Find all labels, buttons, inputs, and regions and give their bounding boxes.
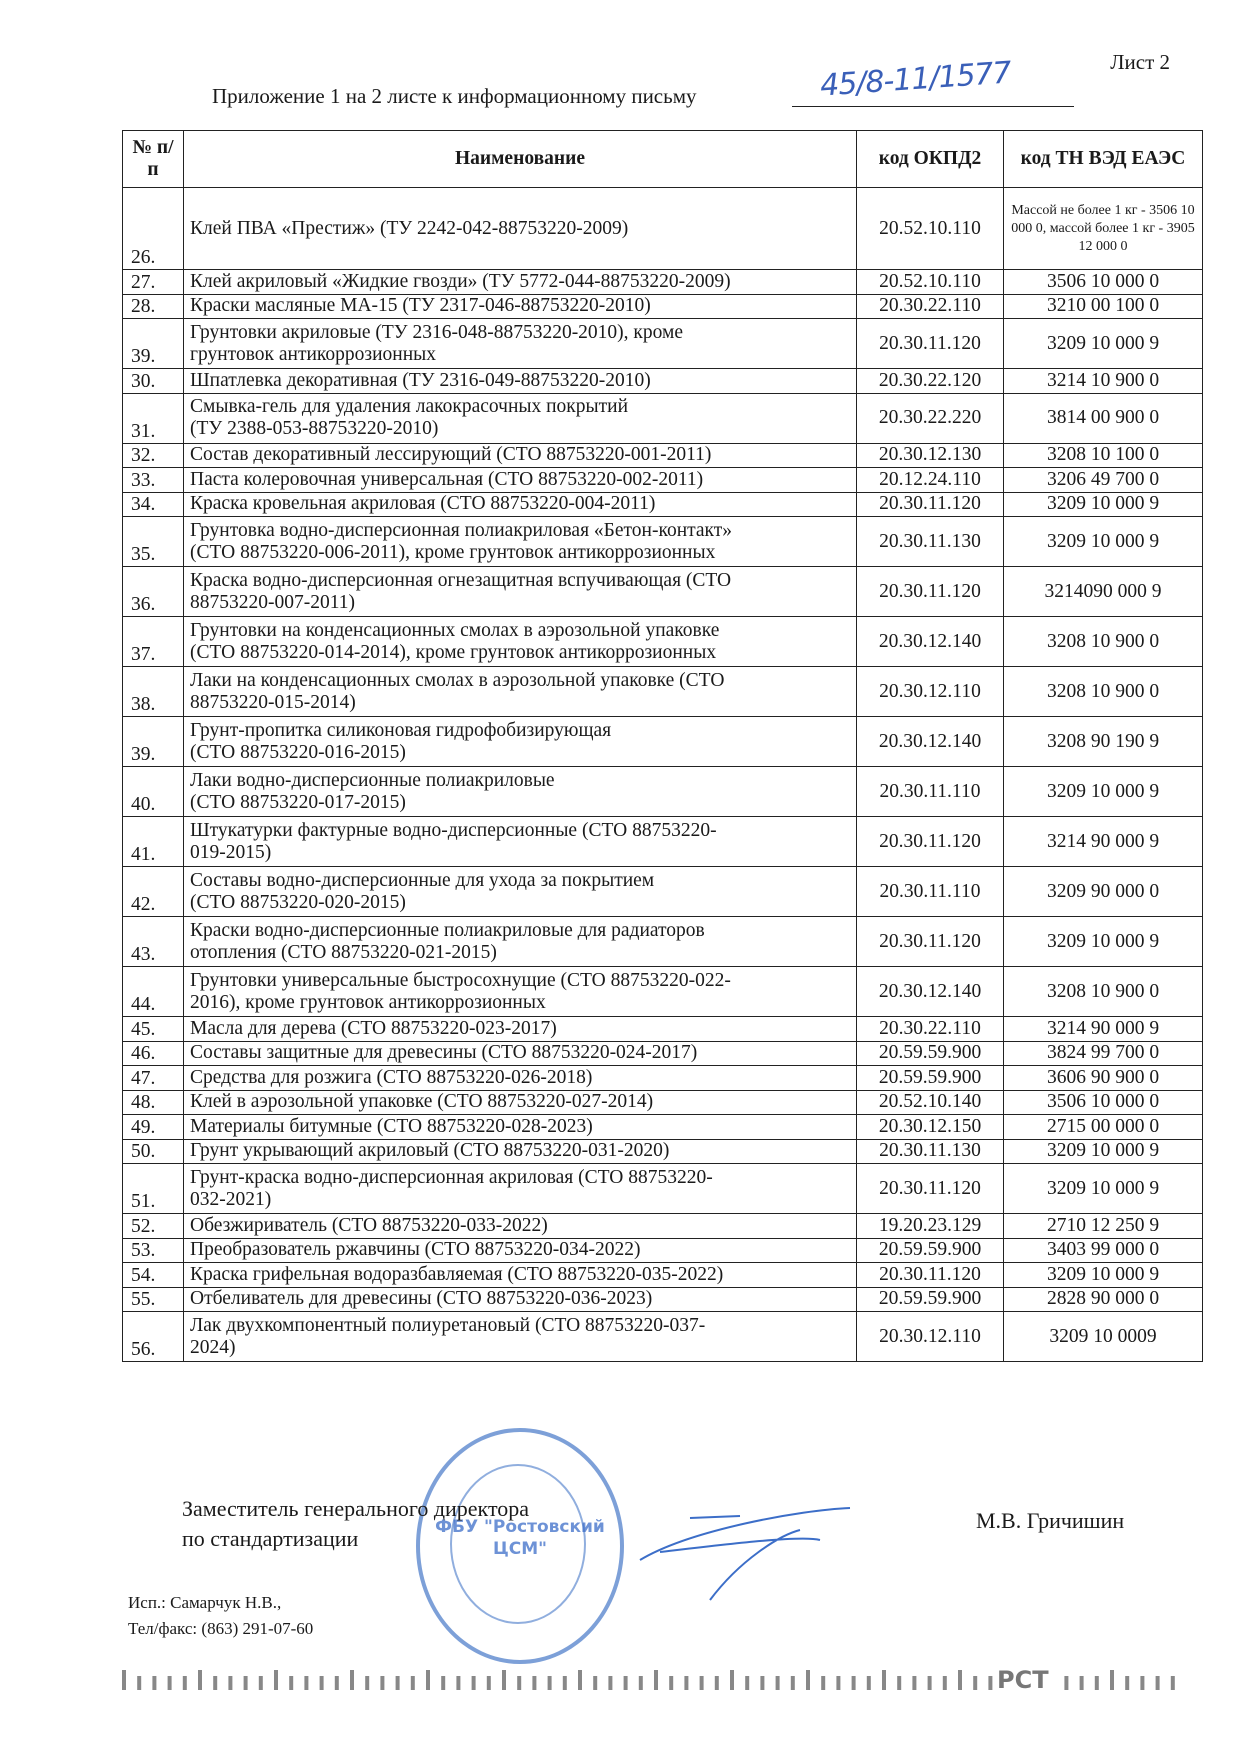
product-name: Грунтовка водно-дисперсионная полиакриловая «Бетон-контакт» (СТО 88753220-006-2011), кроме грунтовок антикоррозионных: [184, 517, 857, 567]
handwritten-signature: [600, 1490, 860, 1610]
footer-tick: [943, 1676, 947, 1690]
table-row: [123, 294, 1203, 319]
row-number: 27.: [123, 270, 184, 295]
footer-tick: [1064, 1676, 1068, 1690]
table-row: [123, 188, 1203, 270]
footer-tick: [654, 1670, 658, 1690]
footer-tick: [821, 1676, 825, 1690]
table-row: [123, 393, 1203, 443]
okpd2-code: 20.30.12.150: [857, 1115, 1004, 1140]
tnved-code: 3214 10 900 0: [1004, 369, 1203, 394]
table-row: [123, 1238, 1203, 1263]
executor-name: Исп.: Самарчук Н.В.,: [128, 1593, 282, 1612]
tnved-code: 3209 10 000 9: [1004, 1139, 1203, 1164]
row-number: 54.: [123, 1263, 184, 1288]
footer-tick: [730, 1670, 734, 1690]
product-name: Паста колеровочная универсальная (СТО 88753220-002-2011): [184, 468, 857, 493]
footer-tick: [168, 1676, 172, 1690]
footer-tick: [867, 1676, 871, 1690]
footer-tick: [578, 1670, 582, 1690]
tnved-code: 3506 10 000 0: [1004, 1090, 1203, 1115]
row-number: 46.: [123, 1041, 184, 1066]
tnved-code: 3814 00 900 0: [1004, 393, 1203, 443]
product-name: Смывка-гель для удаления лакокрасочных покрытий (ТУ 2388-053-88753220-2010): [184, 393, 857, 443]
row-number: 26.: [123, 188, 184, 270]
footer-tick: [624, 1676, 628, 1690]
table-row: [123, 492, 1203, 517]
row-number: 43.: [123, 917, 184, 967]
product-name: Грунтовки универсальные быстросохнущие (СТО 88753220-022- 2016), кроме грунтовок антикоррозионных: [184, 967, 857, 1017]
okpd2-code: 20.59.59.900: [857, 1287, 1004, 1312]
table-header-row: [123, 131, 1203, 188]
row-number: 31.: [123, 393, 184, 443]
tnved-code: Массой не более 1 кг - 3506 10 000 0, массой более 1 кг - 3905 12 000 0: [1004, 188, 1203, 270]
product-name: Шпатлевка декоративная (ТУ 2316-049-88753220-2010): [184, 369, 857, 394]
position-line-1: Заместитель генерального директора: [182, 1496, 530, 1521]
footer-tick: [608, 1676, 612, 1690]
table-row: [123, 917, 1203, 967]
row-number: 49.: [123, 1115, 184, 1140]
tnved-code: 3208 10 900 0: [1004, 667, 1203, 717]
footer-tick: [1171, 1676, 1175, 1690]
footer-tick: [122, 1670, 126, 1690]
product-name: Средства для розжига (СТО 88753220-026-2018): [184, 1066, 857, 1091]
table-row: [123, 517, 1203, 567]
okpd2-code: 20.30.12.140: [857, 967, 1004, 1017]
product-name: Грунт-краска водно-дисперсионная акриловая (СТО 88753220- 032-2021): [184, 1164, 857, 1214]
okpd2-code: 20.30.11.120: [857, 917, 1004, 967]
tnved-code: 2715 00 000 0: [1004, 1115, 1203, 1140]
okpd2-code: 20.30.11.120: [857, 817, 1004, 867]
tnved-code: 3209 90 000 0: [1004, 867, 1203, 917]
row-number: 39.: [123, 319, 184, 369]
footer-tick: [958, 1670, 962, 1690]
product-name: Клей ПВА «Престиж» (ТУ 2242-042-88753220-2009): [184, 188, 857, 270]
row-number: 48.: [123, 1090, 184, 1115]
okpd2-code: 20.30.22.110: [857, 1017, 1004, 1042]
okpd2-code: 20.52.10.110: [857, 188, 1004, 270]
okpd2-code: 20.30.12.110: [857, 1312, 1004, 1362]
tnved-code: 3824 99 700 0: [1004, 1041, 1203, 1066]
tnved-code: 3209 10 000 9: [1004, 767, 1203, 817]
table-row: [123, 369, 1203, 394]
okpd2-code: 20.30.11.120: [857, 1164, 1004, 1214]
row-number: 44.: [123, 967, 184, 1017]
product-name: Материалы битумные (СТО 88753220-028-2023): [184, 1115, 857, 1140]
product-name: Штукатурки фактурные водно-дисперсионные (СТО 88753220- 019-2015): [184, 817, 857, 867]
letter-number-line: [792, 106, 1074, 107]
product-name: Краски масляные МА-15 (ТУ 2317-046-88753220-2010): [184, 294, 857, 319]
table-row: [123, 967, 1203, 1017]
sheet-number: Лист 2: [1110, 50, 1170, 74]
row-number: 50.: [123, 1139, 184, 1164]
executor-phone: Тел/факс: (863) 291-07-60: [128, 1619, 314, 1638]
product-name: Лак двухкомпонентный полиуретановый (СТО 88753220-037- 2024): [184, 1312, 857, 1362]
footer-tick: [684, 1676, 688, 1690]
footer-tick: [487, 1676, 491, 1690]
footer-tick: [1110, 1670, 1114, 1690]
footer-tick: [137, 1676, 141, 1690]
tnved-code: 3403 99 000 0: [1004, 1238, 1203, 1263]
tnved-code: 3206 49 700 0: [1004, 468, 1203, 493]
tnved-code: 3208 90 190 9: [1004, 717, 1203, 767]
row-number: 33.: [123, 468, 184, 493]
footer-tick: [639, 1676, 643, 1690]
row-number: 56.: [123, 1312, 184, 1362]
footer-tick: [563, 1676, 567, 1690]
table-row: [123, 1312, 1203, 1362]
table-row: [123, 617, 1203, 667]
product-name: Масла для дерева (СТО 88753220-023-2017): [184, 1017, 857, 1042]
footer-tick: [183, 1676, 187, 1690]
tnved-code: 2828 90 000 0: [1004, 1287, 1203, 1312]
row-number: 40.: [123, 767, 184, 817]
okpd2-code: 20.30.11.120: [857, 492, 1004, 517]
table-row: [123, 717, 1203, 767]
footer-tick: [852, 1676, 856, 1690]
product-name: Составы защитные для древесины (СТО 88753220-024-2017): [184, 1041, 857, 1066]
okpd2-code: 20.30.11.130: [857, 517, 1004, 567]
footer-tick: [548, 1676, 552, 1690]
footer-tick: [1156, 1676, 1160, 1690]
footer-tick: [882, 1670, 886, 1690]
row-number: 35.: [123, 517, 184, 567]
tnved-code: 2710 12 250 9: [1004, 1214, 1203, 1239]
row-number: 41.: [123, 817, 184, 867]
okpd2-code: 20.30.12.140: [857, 717, 1004, 767]
okpd2-code: 20.30.11.120: [857, 1263, 1004, 1288]
executor-info: [128, 1590, 313, 1642]
tnved-code: 3214 90 000 9: [1004, 817, 1203, 867]
okpd2-code: 20.30.11.110: [857, 867, 1004, 917]
row-number: 39.: [123, 717, 184, 767]
table-row: [123, 1041, 1203, 1066]
okpd2-code: 20.30.22.120: [857, 369, 1004, 394]
footer-tick: [715, 1676, 719, 1690]
tnved-code: 3210 00 100 0: [1004, 294, 1203, 319]
okpd2-code: 20.30.11.130: [857, 1139, 1004, 1164]
tnved-code: 3209 10 000 9: [1004, 1164, 1203, 1214]
okpd2-code: 20.30.12.110: [857, 667, 1004, 717]
product-name: Лаки водно-дисперсионные полиакриловые (СТО 88753220-017-2015): [184, 767, 857, 817]
product-name: Краска грифельная водоразбавляемая (СТО 88753220-035-2022): [184, 1263, 857, 1288]
row-number: 47.: [123, 1066, 184, 1091]
tnved-code: 3214090 000 9: [1004, 567, 1203, 617]
okpd2-code: 20.12.24.110: [857, 468, 1004, 493]
row-number: 30.: [123, 369, 184, 394]
okpd2-code: 20.30.22.220: [857, 393, 1004, 443]
footer-tick: [380, 1676, 384, 1690]
footer-tick: [532, 1676, 536, 1690]
footer-tick: [593, 1676, 597, 1690]
footer-tick: [304, 1676, 308, 1690]
table-row: [123, 1139, 1203, 1164]
table-row: [123, 1214, 1203, 1239]
table-row: [123, 270, 1203, 295]
footer-tick: [897, 1676, 901, 1690]
footer-tick: [289, 1676, 293, 1690]
row-number: 36.: [123, 567, 184, 617]
footer-tick: [988, 1676, 992, 1690]
footer-tick: [411, 1676, 415, 1690]
okpd2-code: 20.52.10.140: [857, 1090, 1004, 1115]
products-table: [122, 130, 1203, 1362]
okpd2-code: 20.30.11.120: [857, 319, 1004, 369]
footer-tick: [456, 1676, 460, 1690]
tnved-code: 3209 10 000 9: [1004, 517, 1203, 567]
footer-tick: [198, 1670, 202, 1690]
col-okpd2: код ОКПД2: [857, 131, 1004, 188]
footer-tick: [806, 1670, 810, 1690]
col-name: Наименование: [184, 131, 857, 188]
okpd2-code: 20.30.12.130: [857, 443, 1004, 468]
product-name: Отбеливатель для древесины (СТО 88753220-036-2023): [184, 1287, 857, 1312]
footer-tick: [760, 1676, 764, 1690]
footer-tick: [213, 1676, 217, 1690]
okpd2-code: 20.30.11.120: [857, 567, 1004, 617]
footer-tick: [228, 1676, 232, 1690]
footer-tick: [973, 1676, 977, 1690]
signatory-position: [182, 1494, 529, 1554]
table-row: [123, 1090, 1203, 1115]
footer-tick: [441, 1676, 445, 1690]
footer-tick: [1095, 1676, 1099, 1690]
okpd2-code: 20.59.59.900: [857, 1238, 1004, 1263]
tnved-code: 3606 90 900 0: [1004, 1066, 1203, 1091]
stamp-text: ФБУ "Ростовский ЦСМ": [435, 1517, 605, 1559]
product-name: Краска водно-дисперсионная огнезащитная вспучивающая (СТО 88753220-007-2011): [184, 567, 857, 617]
footer-tick: [259, 1676, 263, 1690]
product-name: Грунт укрывающий акриловый (СТО 88753220-031-2020): [184, 1139, 857, 1164]
table-row: [123, 1066, 1203, 1091]
footer-tick: [1140, 1676, 1144, 1690]
table-row: [123, 1263, 1203, 1288]
letter-number-handwritten: 45/8-11/1577: [819, 55, 1012, 104]
table-row: [123, 443, 1203, 468]
table-row: [123, 667, 1203, 717]
tnved-code: 3209 10 000 9: [1004, 917, 1203, 967]
tnved-code: 3208 10 900 0: [1004, 617, 1203, 667]
row-number: 42.: [123, 867, 184, 917]
product-name: Лаки на конденсационных смолах в аэрозольной упаковке (СТО 88753220-015-2014): [184, 667, 857, 717]
okpd2-code: 20.30.11.110: [857, 767, 1004, 817]
table-row: [123, 319, 1203, 369]
footer-decorative-bar: [122, 1668, 1182, 1692]
table-row: [123, 1164, 1203, 1214]
row-number: 51.: [123, 1164, 184, 1214]
product-name: Грунт-пропитка силиконовая гидрофобизирующая (СТО 88753220-016-2015): [184, 717, 857, 767]
table-row: [123, 1017, 1203, 1042]
row-number: 28.: [123, 294, 184, 319]
product-name: Преобразователь ржавчины (СТО 88753220-034-2022): [184, 1238, 857, 1263]
table-row: [123, 867, 1203, 917]
footer-tick: [365, 1676, 369, 1690]
footer-tick: [335, 1676, 339, 1690]
product-name: Краска кровельная акриловая (СТО 88753220-004-2011): [184, 492, 857, 517]
product-name: Грунтовки на конденсационных смолах в аэрозольной упаковке (СТО 88753220-014-2014), кроме грунтовок антикоррозионных: [184, 617, 857, 667]
tnved-code: 3208 10 900 0: [1004, 967, 1203, 1017]
footer-tick: [669, 1676, 673, 1690]
footer-tick: [776, 1676, 780, 1690]
rst-logo: РСТ: [997, 1668, 1049, 1692]
table-row: [123, 817, 1203, 867]
table-row: [123, 567, 1203, 617]
row-number: 34.: [123, 492, 184, 517]
row-number: 32.: [123, 443, 184, 468]
footer-tick: [320, 1676, 324, 1690]
footer-tick: [517, 1676, 521, 1690]
tnved-code: 3209 10 000 9: [1004, 1263, 1203, 1288]
product-name: Клей в аэрозольной упаковке (СТО 88753220-027-2014): [184, 1090, 857, 1115]
footer-tick: [1080, 1676, 1084, 1690]
okpd2-code: 20.52.10.110: [857, 270, 1004, 295]
product-name: Клей акриловый «Жидкие гвозди» (ТУ 5772-044-88753220-2009): [184, 270, 857, 295]
footer-tick: [700, 1676, 704, 1690]
appendix-title: Приложение 1 на 2 листе к информационному письму: [212, 84, 697, 108]
okpd2-code: 20.59.59.900: [857, 1066, 1004, 1091]
footer-tick: [274, 1670, 278, 1690]
footer-tick: [791, 1676, 795, 1690]
footer-tick: [745, 1676, 749, 1690]
okpd2-code: 20.30.12.140: [857, 617, 1004, 667]
footer-tick: [928, 1676, 932, 1690]
table-row: [123, 1115, 1203, 1140]
product-name: Состав декоративный лессирующий (СТО 88753220-001-2011): [184, 443, 857, 468]
row-number: 37.: [123, 617, 184, 667]
col-number: № п/п: [123, 131, 184, 188]
footer-tick: [502, 1670, 506, 1690]
position-line-2: по стандартизации: [182, 1526, 359, 1551]
footer-tick: [396, 1676, 400, 1690]
footer-tick: [152, 1676, 156, 1690]
col-tnved: код ТН ВЭД ЕАЭС: [1004, 131, 1203, 188]
signatory-name: М.В. Гричишин: [976, 1508, 1125, 1533]
row-number: 45.: [123, 1017, 184, 1042]
product-name: Составы водно-дисперсионные для ухода за покрытием (СТО 88753220-020-2015): [184, 867, 857, 917]
footer-tick: [472, 1676, 476, 1690]
footer-tick: [836, 1676, 840, 1690]
okpd2-code: 19.20.23.129: [857, 1214, 1004, 1239]
tnved-code: 3209 10 000 9: [1004, 492, 1203, 517]
okpd2-code: 20.59.59.900: [857, 1041, 1004, 1066]
tnved-code: 3208 10 100 0: [1004, 443, 1203, 468]
footer-tick: [350, 1670, 354, 1690]
footer-tick: [1125, 1676, 1129, 1690]
table-row: [123, 1287, 1203, 1312]
product-name: Краски водно-дисперсионные полиакриловые для радиаторов отопления (СТО 88753220-021-2015): [184, 917, 857, 967]
table-row: [123, 468, 1203, 493]
row-number: 53.: [123, 1238, 184, 1263]
footer-tick: [244, 1676, 248, 1690]
footer-tick: [912, 1676, 916, 1690]
tnved-code: 3214 90 000 9: [1004, 1017, 1203, 1042]
product-name: Грунтовки акриловые (ТУ 2316-048-88753220-2010), кроме грунтовок антикоррозионных: [184, 319, 857, 369]
tnved-code: 3209 10 0009: [1004, 1312, 1203, 1362]
okpd2-code: 20.30.22.110: [857, 294, 1004, 319]
footer-tick: [426, 1670, 430, 1690]
tnved-code: 3209 10 000 9: [1004, 319, 1203, 369]
tnved-code: 3506 10 000 0: [1004, 270, 1203, 295]
table-row: [123, 767, 1203, 817]
row-number: 52.: [123, 1214, 184, 1239]
row-number: 55.: [123, 1287, 184, 1312]
row-number: 38.: [123, 667, 184, 717]
product-name: Обезжириватель (СТО 88753220-033-2022): [184, 1214, 857, 1239]
